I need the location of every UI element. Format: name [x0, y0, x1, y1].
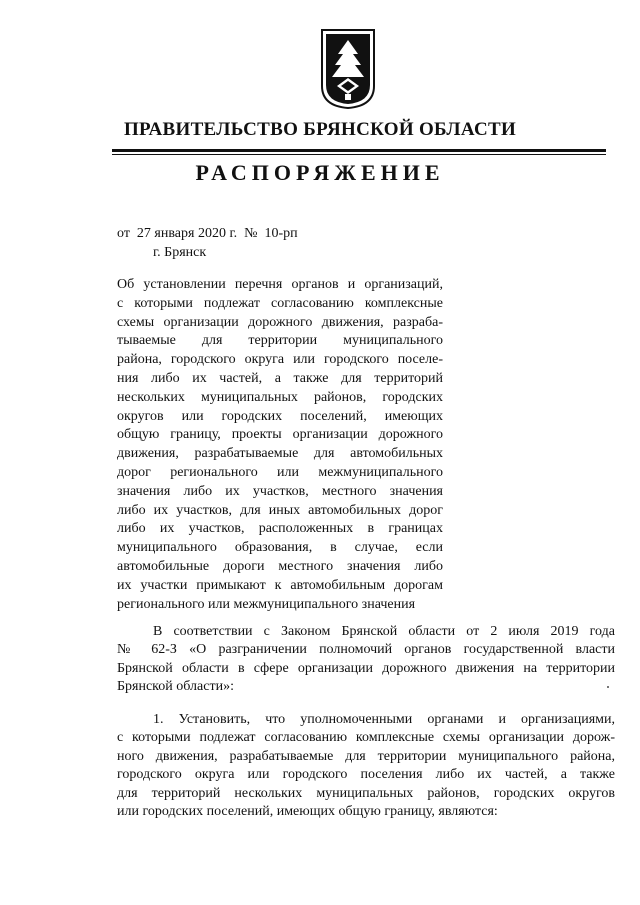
subject-line: значения либо их участков, местного значения	[117, 483, 443, 499]
subject-line: с которыми подлежат согласованию комплексные	[117, 295, 443, 311]
subject-line: дорог регионального или межмуниципального	[117, 464, 443, 480]
header-rule-thin	[112, 154, 606, 155]
subject-line: либо их участков, расположенных в границах	[117, 521, 443, 537]
paragraph-line: или городских поселений, имеющих общую границу, являются:	[117, 803, 498, 819]
subject-line: автомобильные дороги местного значения либо	[117, 558, 443, 574]
paragraph-line: с которыми подлежат согласованию комплексные схемы организации дорож-	[117, 730, 615, 746]
subject-line: ния либо их частей, а также для территорий	[117, 370, 443, 386]
subject-line: движения, разрабатываемые для автомобильных	[117, 446, 443, 462]
subject-line: их участки примыкают к автомобильным дорогам	[117, 577, 443, 593]
subject-line: нескольких муниципальных районов, городских	[117, 389, 443, 405]
subject-line: схемы организации дорожного движения, разраба-	[117, 314, 443, 330]
document-city: г. Брянск	[153, 245, 207, 260]
subject-line: округов или городских поселений, имеющих	[117, 408, 443, 424]
subject-line: тываемые для территории муниципального	[117, 333, 443, 349]
coat-of-arms-icon	[320, 28, 376, 110]
paragraph-line: для территорий нескольких муниципальных районов, городских округов	[117, 785, 615, 801]
subject-line: муниципального образования, в случае, если	[117, 540, 443, 556]
paragraph-preamble	[117, 623, 615, 697]
paragraph-line: Брянской области в сфере организации дорожного движения на территории	[117, 660, 615, 676]
scan-speck	[607, 686, 609, 688]
subject-line: либо их участков, для иных автомобильных дорог	[117, 502, 443, 518]
document-date-number: от 27 января 2020 г. № 10-рп	[117, 226, 298, 241]
paragraph-line: 1. Установить, что уполномоченными органами и организациями,	[153, 712, 615, 727]
paragraph-item-1	[117, 711, 615, 821]
subject-line: Об установлении перечня органов и организаций,	[117, 277, 443, 292]
paragraph-line: В соответствии с Законом Брянской области от 2 июля 2019 года	[153, 624, 615, 639]
subject-line: регионального или межмуниципального значения	[117, 596, 416, 612]
paragraph-line: Брянской области»:	[117, 679, 234, 695]
paragraph-line: № 62-З «О разграничении полномочий органов государственной власти	[117, 642, 615, 658]
subject-line: района, городского округа или городского поселе-	[117, 352, 443, 368]
subject-line: общую границу, проекты организации дорожного	[117, 427, 443, 443]
document-subject	[117, 276, 443, 614]
government-title: ПРАВИТЕЛЬСТВО БРЯНСКОЙ ОБЛАСТИ	[123, 119, 517, 140]
document-type-title: РАСПОРЯЖЕНИЕ	[195, 160, 445, 185]
header-rule-thick	[112, 149, 606, 152]
paragraph-line: городского округа или городского поселения либо их частей, а также	[117, 767, 615, 783]
paragraph-line: ного движения, разрабатываемые для территории муниципального района,	[117, 748, 615, 764]
